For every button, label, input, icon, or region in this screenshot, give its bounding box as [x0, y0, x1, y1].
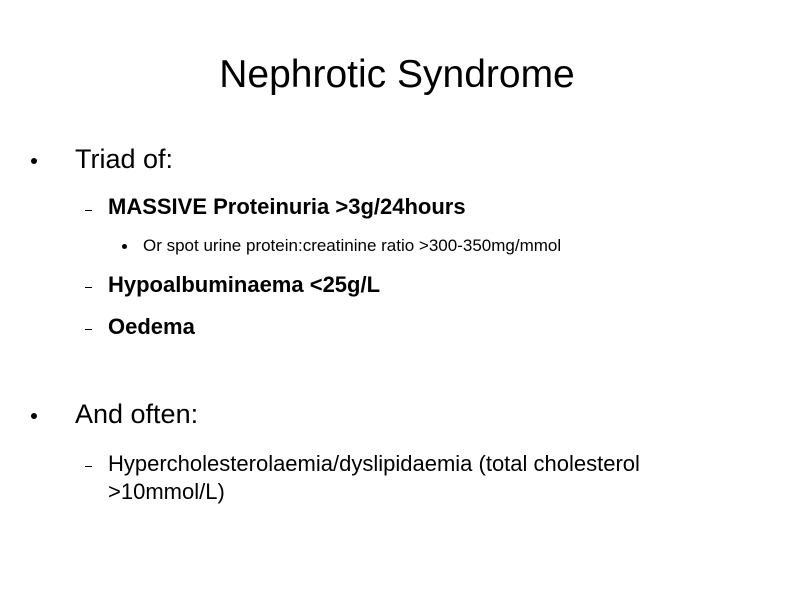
bullet-dash-icon: [85, 210, 92, 211]
bullet-hypoalbuminaema: Hypoalbuminaema <25g/L: [108, 272, 381, 297]
bullet-oedema: Oedema: [108, 314, 195, 339]
bullet-dash-icon: [85, 466, 92, 467]
slide-title: Nephrotic Syndrome: [219, 53, 575, 96]
bullet-pcr-ratio: Or spot urine protein:creatinine ratio >300-350mg/mmol: [143, 236, 562, 255]
bullet-proteinuria: MASSIVE Proteinuria >3g/24hours: [108, 194, 466, 219]
bullet-dash-icon: [85, 329, 92, 330]
bullet-dot-icon: [31, 413, 37, 419]
bullet-hypercholesterolaemia: Hypercholesterolaemia/dyslipidaemia (total cholesterol >10mmol/L): [108, 451, 640, 504]
bullet-and-often: And often:: [75, 399, 199, 429]
bullet-dot-icon: [31, 158, 37, 164]
bullet-triad: Triad of:: [75, 144, 174, 174]
bullet-dot-icon: [122, 244, 127, 249]
bullet-dash-icon: [85, 287, 92, 288]
